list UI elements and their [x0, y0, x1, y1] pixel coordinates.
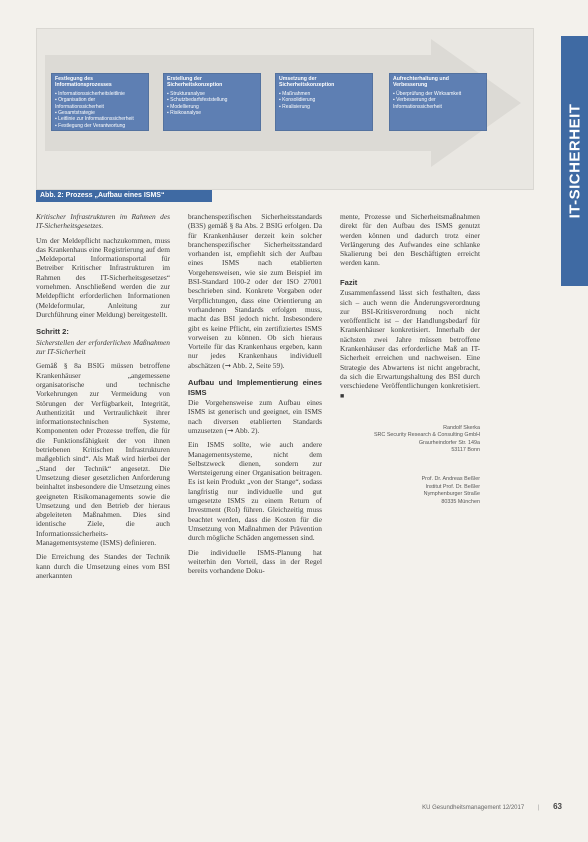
paragraph: mente, Prozesse und Sicherheitsmaßnahmen direkt für den Aufbau des ISMS genutzt werden können und dadurch trotz einer Verlängerung des Aufwandes eine schlanke Skalierung bei den Beschäftigten erreicht werden kann. [340, 212, 480, 268]
process-step-1 [51, 73, 149, 131]
paragraph: Gemäß § 8a BSIG müssen betroffene Krankenhäuser „angemessene organisatorische und technische Vorkehrungen zur Vermeidung von Störungen der Verfügbarkeit, Integrität, Authentizität und Vertraulichkeit ihrer informationstechnischen Systeme, Komponenten oder Prozesse treffen, die für die Funktionsfähigkeit der von ihnen betriebenen Kritischen Infrastrukturen maßgeblich sind“. Als Maß wird hierbei der „Stand der Technik“ angesetzt. Die Umsetzung dieser gesetzlichen Anforderung beinhaltet insbesondere die Umsetzung eines geeigneten Risikomanagements sowie die Umsetzung und den Betrieb der hieraus abgeleiteten Maßnahmen. Dies sind identische Ziele, die auch Informationssicherheits-Managementsysteme (ISMS) definieren. [36, 361, 170, 547]
page-number: 63 [553, 802, 562, 811]
process-step-item: ▪ Verbesserung der Informationssicherheit [393, 97, 483, 110]
process-step-item: ▪ Schutzbedarfsfeststellung [167, 97, 257, 103]
author-street: Graurheindorfer Str. 149a [418, 439, 480, 446]
process-figure [36, 28, 534, 190]
figure-caption: Abb. 2: Prozess „Aufbau eines ISMS“ [36, 190, 212, 202]
end-mark: ■ [340, 391, 345, 400]
process-step-4 [389, 73, 487, 131]
process-step-item: ▪ Gesamtstrategie [55, 110, 145, 116]
section-label: IT-SICHERHEIT [566, 103, 583, 219]
process-step-title: Erstellung der Sicherheitskonzeption [167, 76, 223, 89]
paragraph: branchenspezifischen Sicherheitsstandards (B3S) gemäß § 8a Abs. 2 BSIG erfolgen. Da für Krankenhäuser derzeit kein solcher branchenspezifischer Sicherheitsstandard vorhanden ist, empfiehlt sich der Aufbau eines ISMS nach etablierten Vorgehensweisen, wie sie zum Beispiel im BSI-Standard 100-2 oder der ISO 27001 beschrieben sind. Konkrete Vorgaben oder Verpflichtungen, dass eine Orientierung an vorhandenen Standards erfolgen muss, macht das BSI jedoch nicht. Insbesondere gibt es keine Pflicht, ein zertifiziertes ISMS vorweisen zu können. Ob sich hieraus Vorteile für das Krankenhaus ergeben, kann nur jedes Krankenhaus individuell abschätzen (➞ Abb. 2, Seite 59). [188, 212, 322, 370]
section-subheading: Sicherstellen der erforderlichen Maßnahmen zur IT-Sicherheit [36, 337, 170, 357]
paragraph: Kritischer Infrastrukturen im Rahmen des IT-Sicherheitsgesetzes. [36, 212, 170, 231]
process-step-title: Festlegung des Informationsprozesses [55, 76, 112, 89]
process-step-title: Aufrechterhaltung und Verbesserung [393, 76, 449, 89]
text-column-1 [36, 212, 170, 585]
paragraph-text: Zusammenfassend lässt sich festhalten, dass sich – auch wenn die Änderungsverordnung zur BSI-Kritisverordnung noch nicht veröffentlicht ist – der Handlungsbedarf für Krankenhäuser konkretisiert. Innerhalb der nächsten zwei Jahre müssen betroffene Krankenhäuser das erforderliche Maß an IT-Sicherheit erreichen und nachweisen. Eine Strategie des Abwartens ist nicht angebracht, da sich die Erwartungshaltung des BSI durch verschiedene Veröffentlichungen konkretisiert. [340, 288, 480, 391]
author-street: Nymphenburger Straße [423, 491, 480, 498]
process-step-item: ▪ Risikoanalyse [167, 110, 257, 116]
author-organization: SRC Security Research & Consulting GmbH [373, 432, 480, 439]
author-name: Randolf Skerka [443, 424, 480, 431]
author-name: Prof. Dr. Andreas Beßler [421, 476, 480, 483]
section-heading: Schritt 2: [36, 327, 69, 337]
author-organization: Institut Prof. Dr. Beßler [425, 483, 480, 490]
process-step-item: ▪ Strukturanalyse [167, 91, 257, 97]
paragraph: Die Erreichung des Standes der Technik kann durch die Umsetzung eines vom BSI anerkannten [36, 552, 170, 580]
process-step-item: ▪ Überprüfung der Wirksamkeit [393, 91, 483, 97]
paragraph [340, 288, 480, 401]
page-footer [422, 802, 562, 811]
footer-separator: | [537, 805, 540, 811]
process-step-item: ▪ Informationssicherheitsleitlinie [55, 91, 145, 97]
author-city: 80335 München [441, 498, 480, 505]
paragraph: Die individuelle ISMS-Planung hat weiterhin den Vorteil, dass in der Regel bereits vorhandene Doku- [188, 547, 322, 576]
section-heading: Fazit [340, 277, 358, 287]
journal-name: KU Gesundheitsmanagement 12/2017 [422, 805, 525, 811]
process-step-3 [275, 73, 373, 131]
author-city: 53117 Bonn [451, 447, 480, 454]
author-block [340, 425, 480, 455]
section-side-tab [561, 36, 588, 286]
process-step-title: Umsetzung der Sicherheitskonzeption [279, 76, 335, 89]
author-block [340, 476, 480, 506]
text-column-3 [340, 212, 480, 506]
paragraph: Die Vorgehensweise zum Aufbau eines ISMS ist generisch und geeignet, ein ISMS nach diversen etablierten Standards umzusetzen (➞ Abb. 2). [188, 398, 322, 435]
text-column-2 [188, 212, 322, 580]
process-step-2 [163, 73, 261, 131]
process-step-item: ▪ Modellierung [167, 104, 257, 110]
process-step-item: ▪ Realisierung [279, 104, 369, 110]
paragraph: Um der Meldepflicht nachzukommen, muss das Krankenhaus eine Registrierung auf dem „Meldeportal Informationsportal für Betreiber Kritischer Infrastrukturen im Rahmen des IT-Sicherheitsgesetzes“ vornehmen. Anschließend werden die zur Meldepflicht erforderlichen Informationen (Meldeformular, Anleitung zur Durchführung einer Meldung) bereitgestellt. [36, 235, 170, 319]
process-step-item: ▪ Leitlinie zur Informationssicherheit [55, 116, 145, 122]
process-step-item: ▪ Konsolidierung [279, 97, 369, 103]
process-step-item: ▪ Maßnahmen [279, 91, 369, 97]
process-step-item: ▪ Festlegung der Verantwortung [55, 123, 145, 129]
section-heading: Aufbau und Implementierung eines ISMS [188, 378, 322, 397]
process-step-item: ▪ Organisation der Informationssicherheit [55, 97, 145, 110]
paragraph: Ein ISMS sollte, wie auch andere Managementsysteme, nicht dem Selbstzweck dienen, sondern zur Wertsteigerung einer Organisation beitragen. Es ist kein Produkt „von der Stange“, sodass langfristig nur individuelle und gut umgesetzte ISMS zu einem Return of Investment (RoI) führen. Gleichzeitig muss beachtet werden, dass die Kosten für die Umsetzung von Maßnahmen der Prävention durch mögliche Schäden angemessen sind. [188, 440, 322, 543]
